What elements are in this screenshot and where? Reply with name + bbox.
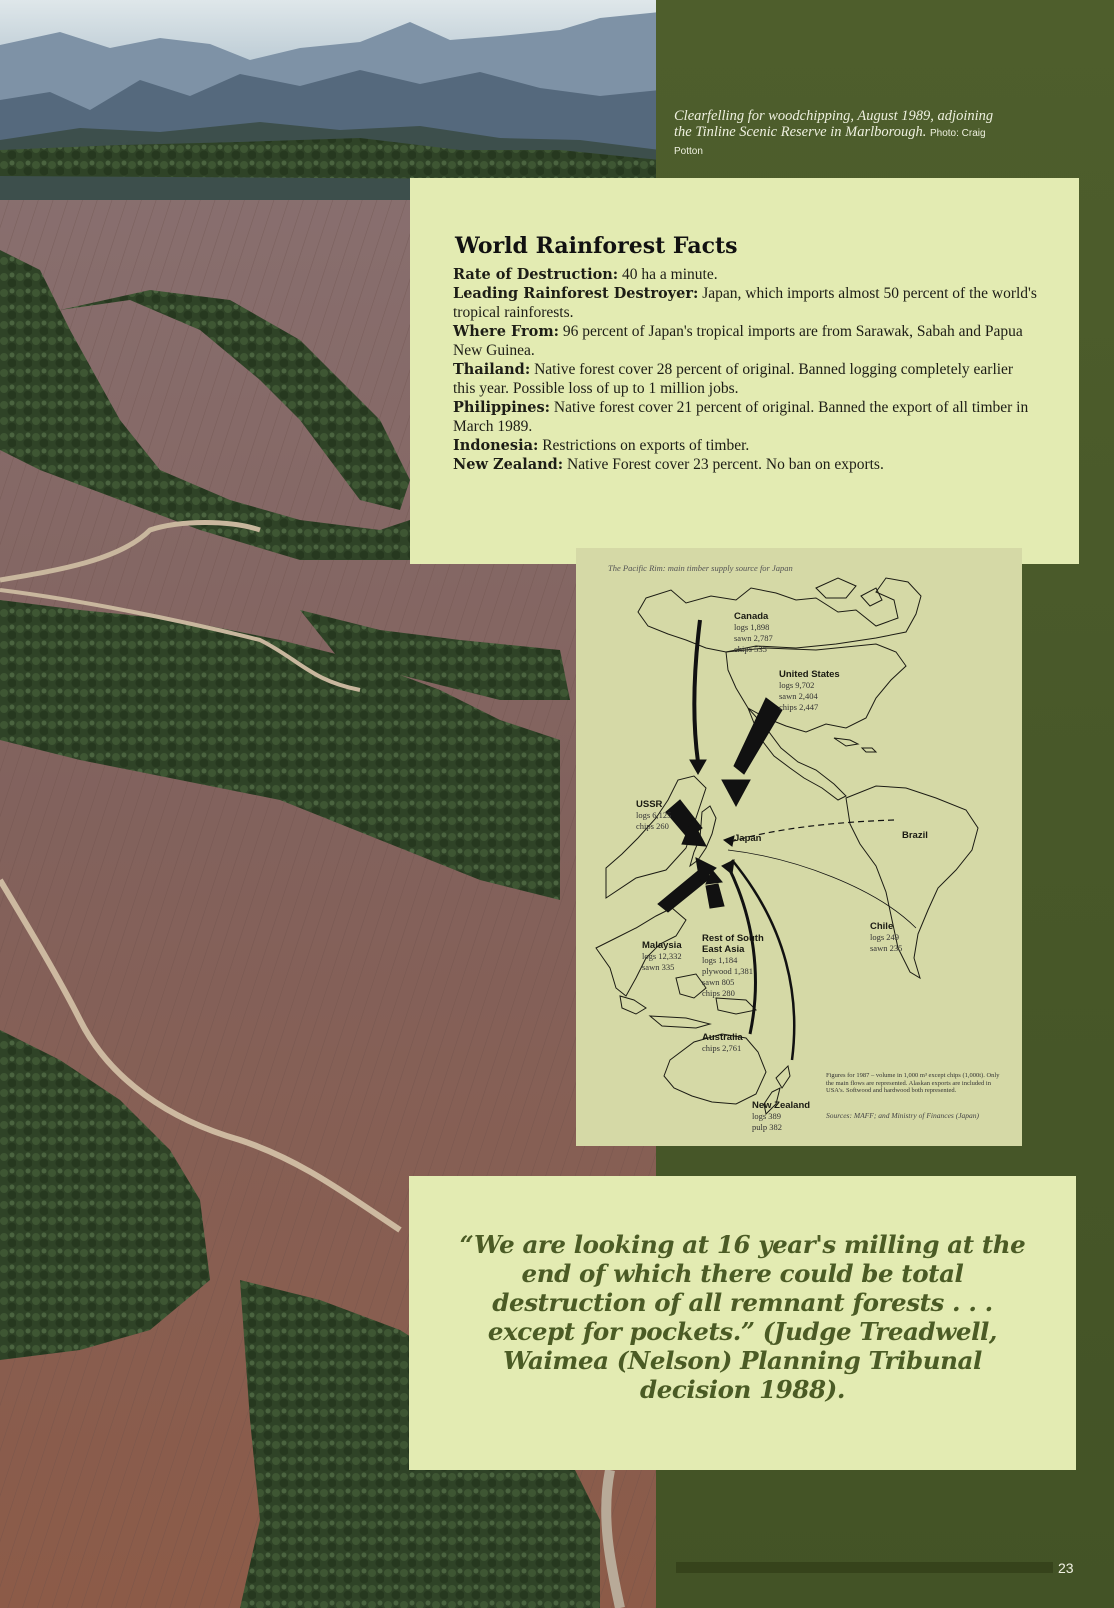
fact-text: 96 percent of Japan's tropical imports are from Sarawak, Sabah and Papua New Guinea. (453, 323, 1023, 359)
quote-box (409, 1176, 1076, 1470)
fact-text: 40 ha a minute. (622, 266, 718, 283)
region-name: Canada (734, 611, 769, 622)
label-japan (734, 833, 761, 844)
region-figure: pulp 382 (752, 1122, 782, 1132)
region-figure: logs 9,702 (779, 680, 815, 690)
region-figure: sawn 2,404 (779, 691, 818, 701)
region-name: Rest of South East Asia (702, 933, 764, 955)
region-name: Japan (734, 833, 762, 844)
fact-label: Philippines: (453, 399, 551, 416)
label-malaysia (642, 940, 682, 973)
fact-label: Rate of Destruction: (453, 266, 619, 283)
label-ussr (636, 799, 671, 832)
region-figure: sawn 2,787 (734, 633, 773, 643)
fact-label: Thailand: (453, 361, 531, 378)
region-figure: logs 1,184 (702, 955, 738, 965)
fact-destroyer (453, 284, 1039, 322)
region-figure: logs 249 (870, 932, 900, 942)
region-figure: sawn 235 (870, 943, 903, 953)
fact-rate (453, 265, 1039, 284)
map-illustration (576, 548, 1022, 1146)
timber-supply-map (576, 548, 1022, 1146)
region-name: Brazil (902, 830, 928, 841)
fact-text: Native forest cover 21 percent of original. Banned the export of all timber in March 1989. (453, 399, 1029, 435)
fact-text: Japan, which imports almost 50 percent of the world's tropical rainforests. (453, 285, 1037, 321)
canada-outline (638, 578, 921, 652)
fact-indonesia (453, 436, 1039, 455)
region-figure: chips 2,447 (779, 702, 819, 712)
photo-credit: Photo: Craig Potton (674, 128, 986, 157)
facts-title: World Rainforest Facts (455, 233, 738, 259)
fact-label: New Zealand: (453, 456, 564, 473)
label-chile (870, 921, 902, 954)
region-figure: logs 389 (752, 1111, 782, 1121)
region-figure: sawn 335 (642, 962, 675, 972)
region-name: Chile (870, 921, 894, 932)
photo-caption (674, 108, 1004, 160)
south-america-outline (846, 786, 978, 978)
fact-label: Leading Rainforest Destroyer: (453, 285, 699, 302)
label-australia (702, 1032, 743, 1054)
region-figure: chips 260 (636, 821, 669, 831)
region-figure: chips 2,761 (702, 1043, 742, 1053)
rainforest-facts-box (410, 178, 1079, 564)
label-rest-of-south-east-asia (702, 933, 766, 999)
fact-philippines (453, 398, 1039, 436)
region-figure: chips 535 (734, 644, 767, 654)
label-new-zealand (752, 1100, 810, 1133)
fact-new-zealand (453, 455, 1039, 474)
map-sources: Sources: MAFF; and Ministry of Finances (Japan) (826, 1111, 980, 1120)
label-united-states (779, 669, 840, 713)
region-figure: logs 1,898 (734, 622, 770, 632)
region-figure: logs 12,332 (642, 951, 682, 961)
fact-text: Native forest cover 28 percent of original. Banned logging completely earlier this year. Possible loss of up to 1 million jobs. (453, 361, 1014, 397)
fact-text: Native Forest cover 23 percent. No ban on exports. (567, 456, 884, 473)
label-canada (734, 611, 773, 655)
region-figure: logs 6,125 (636, 810, 672, 820)
region-name: USSR (636, 799, 663, 810)
fact-where-from (453, 322, 1039, 360)
caption-text: Clearfelling for woodchipping, August 1989, adjoining the Tinline Scenic Reserve in Marlborough. (674, 108, 994, 140)
region-name: Australia (702, 1032, 743, 1043)
region-figure: plywood 1,381 (702, 966, 753, 976)
region-name: United States (779, 669, 840, 680)
pull-quote: “We are looking at 16 year's milling at the end of which there could be total destruction of all remnant forests . . . except for pockets.” (Judge Treadwell, Waimea (Nelson) Planning Tribunal decision 1988). (459, 1230, 1026, 1404)
region-figure: sawn 805 (702, 977, 735, 987)
fact-label: Where From: (453, 323, 560, 340)
footer-rule (676, 1562, 1053, 1573)
fact-label: Indonesia: (453, 437, 539, 454)
fact-thailand (453, 360, 1039, 398)
region-name: Malaysia (642, 940, 682, 951)
map-title: The Pacific Rim: main timber supply source for Japan (608, 563, 793, 573)
label-brazil (902, 830, 928, 841)
region-name: New Zealand (752, 1100, 811, 1111)
page-number: 23 (1058, 1560, 1074, 1576)
region-figure: chips 280 (702, 988, 735, 998)
fact-text: Restrictions on exports of timber. (542, 437, 750, 454)
map-notes: Figures for 1987 – volume in 1,000 m³ except chips (1,000t). Only the main flows are represented. Alaskan exports are included in USA's. Softwood and hardwood both represented. (826, 1072, 1000, 1094)
